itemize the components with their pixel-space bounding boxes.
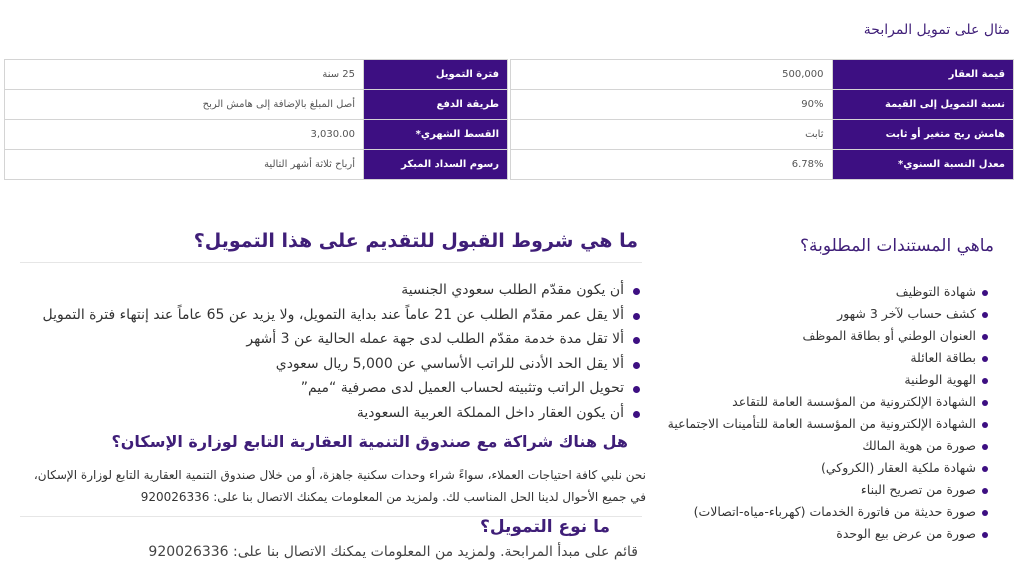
table-value: ثابت: [511, 120, 833, 150]
list-item: ألا يقل الحد الأدنى للراتب الأساسي عن 5,000 ريال سعودي: [43, 352, 640, 377]
table-label: فترة التمويل: [364, 60, 508, 90]
list-item: شهادة التوظيف: [668, 281, 988, 303]
page-title: مثال على تمويل المرابحة: [863, 22, 1010, 38]
table-value: أصل المبلغ بالإضافة إلى هامش الربح: [5, 90, 364, 120]
financing-type-heading: ما نوع التمويل؟: [479, 517, 610, 537]
table-row: [5, 150, 508, 180]
list-item: الهوية الوطنية: [668, 369, 988, 391]
documents-list: [668, 281, 988, 545]
list-item: صورة من تصريح البناء: [668, 479, 988, 501]
list-item: تحويل الراتب وتثبيته لحساب العميل لدى مصرفية “ميم”: [43, 376, 640, 401]
table-label: القسط الشهري*: [364, 120, 508, 150]
table-label: قيمة العقار: [832, 60, 1013, 90]
financing-example-table-right: [510, 59, 1014, 180]
list-item: كشف حساب لآخر 3 شهور: [668, 303, 988, 325]
list-item: شهادة ملكية العقار (الكروكي): [668, 457, 988, 479]
table-value: 25 سنة: [5, 60, 364, 90]
table-value: 6.78%: [511, 150, 833, 180]
list-item: بطاقة العائلة: [668, 347, 988, 369]
documents-heading: ماهي المستندات المطلوبة؟: [800, 236, 994, 256]
list-item: الشهادة الإلكترونية من المؤسسة العامة للتقاعد: [668, 391, 988, 413]
divider: [20, 262, 642, 263]
table-value: 500,000: [511, 60, 833, 90]
financing-example-table-left: [4, 59, 508, 180]
partnership-text: نحن نلبي كافة احتياجات العملاء، سواءً شراء وحدات سكنية جاهزة، أو من خلال صندوق التنمية العقارية التابع لوزارة الإسكان، في جميع الأحوال لدينا الحل المناسب لك. ولمزيد من المعلومات يمكنك الاتصال بنا على: 920026336: [33, 468, 646, 504]
list-item: العنوان الوطني أو بطاقة الموظف: [668, 325, 988, 347]
table-label: هامش ربح متغير أو ثابت: [832, 120, 1013, 150]
table-row: [511, 60, 1014, 90]
table-row: [5, 90, 508, 120]
list-item: ألا تقل مدة خدمة مقدّم الطلب لدى جهة عمله الحالية عن 3 أشهر: [43, 327, 640, 352]
table-row: [511, 90, 1014, 120]
list-item: أن يكون مقدّم الطلب سعودي الجنسية: [43, 278, 640, 303]
list-item: أن يكون العقار داخل المملكة العربية السعودية: [43, 401, 640, 426]
list-item: ألا يقل عمر مقدّم الطلب عن 21 عاماً عند بداية التمويل، ولا يزيد عن 65 عاماً عند إنتهاء فترة التمويل: [43, 303, 640, 328]
list-item: صورة حديثة من فاتورة الخدمات (كهرباء-مياه-اتصالات): [668, 501, 988, 523]
table-value: 3,030.00: [5, 120, 364, 150]
table-row: [511, 150, 1014, 180]
table-label: نسبة التمويل إلى القيمة: [832, 90, 1013, 120]
table-label: معدل النسبة السنوي*: [832, 150, 1013, 180]
table-value: 90%: [511, 90, 833, 120]
conditions-list: [43, 278, 640, 425]
table-label: طريقة الدفع: [364, 90, 508, 120]
list-item: صورة من هوية المالك: [668, 435, 988, 457]
list-item: الشهادة الإلكترونية من المؤسسة العامة للتأمينات الاجتماعية: [668, 413, 988, 435]
table-row: [511, 120, 1014, 150]
list-item: صورة من عرض بيع الوحدة: [668, 523, 988, 545]
conditions-heading: ما هي شروط القبول للتقديم على هذا التمويل؟: [193, 230, 638, 252]
table-row: [5, 120, 508, 150]
financing-type-text: قائم على مبدأ المرابحة. ولمزيد من المعلومات يمكنك الاتصال بنا على: 920026336: [148, 544, 638, 560]
table-row: [5, 60, 508, 90]
table-label: رسوم السداد المبكر: [364, 150, 508, 180]
table-value: أرباح ثلاثة أشهر التالية: [5, 150, 364, 180]
partnership-heading: هل هناك شراكة مع صندوق التنمية العقارية التابع لوزارة الإسكان؟: [111, 432, 628, 451]
